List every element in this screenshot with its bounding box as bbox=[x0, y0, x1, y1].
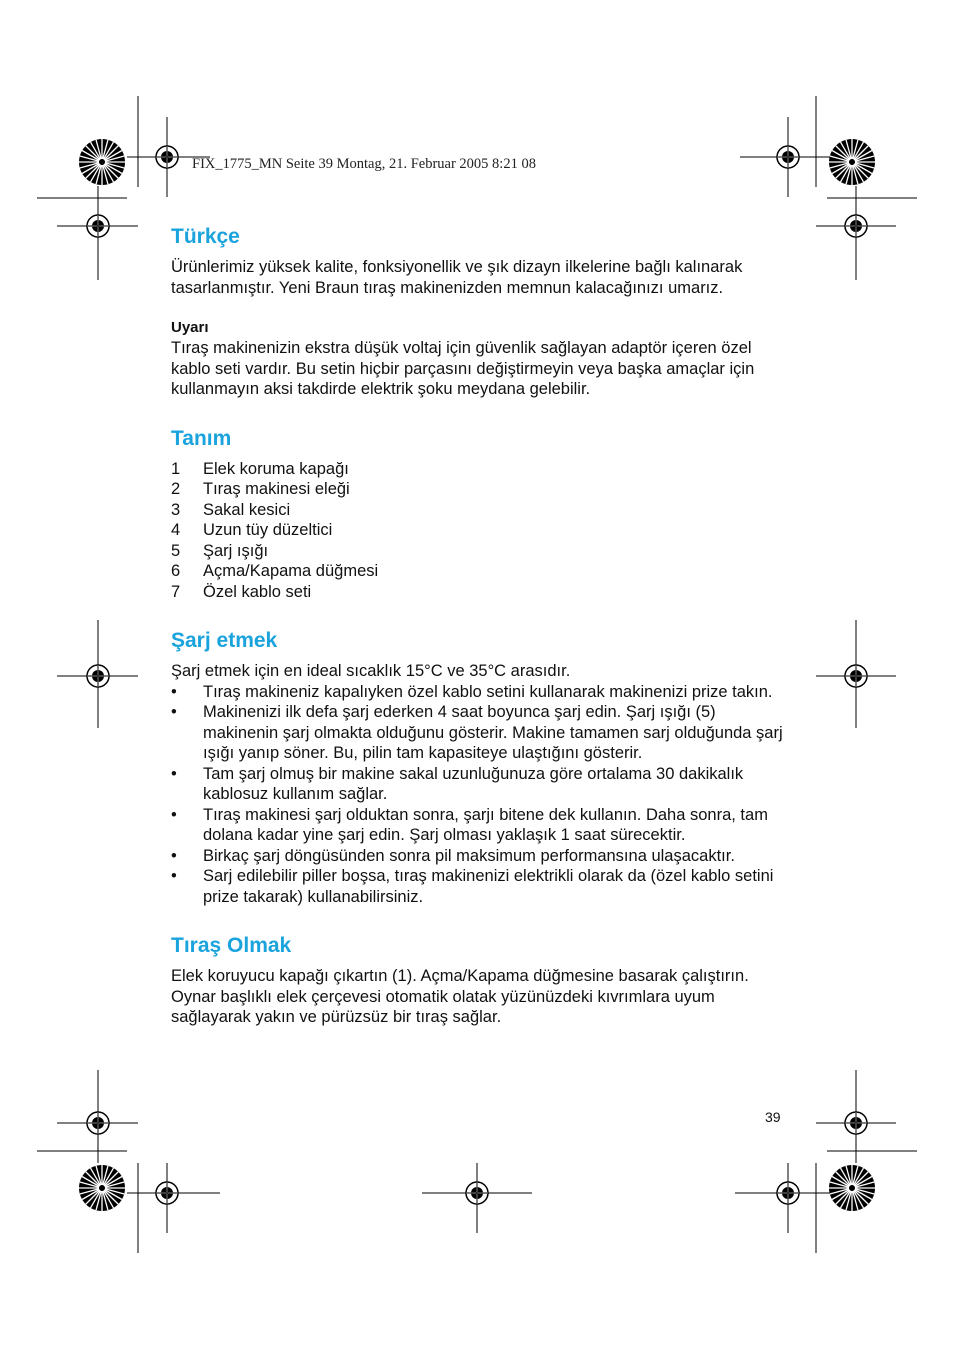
list-item-number: 2 bbox=[171, 480, 181, 498]
starburst-mark-icon bbox=[829, 139, 875, 185]
bullet-icon: • bbox=[171, 805, 177, 824]
list-item-label: Açma/Kapama düğmesi bbox=[203, 562, 379, 580]
list-item-number: 5 bbox=[171, 541, 181, 560]
bullet-icon: • bbox=[171, 703, 177, 721]
bullet-text: Birkaç şarj döngüsünden sonra pil maksimum performansına ulaşacaktır. bbox=[203, 846, 735, 865]
warning-paragraph: Tıraş makinenizin ekstra düşük voltaj için güvenlik sağlayan adaptör içeren özel kablo seti vardır. Bu setin hiçbir parçasını değiştirmeyin veya başka amaçlar için kullanmayın aksi takdirde elektrik şoku meydana gelebilir. bbox=[171, 339, 755, 398]
list-item bbox=[171, 702, 791, 764]
bullet-icon: • bbox=[171, 682, 177, 701]
list-item bbox=[171, 500, 791, 521]
list-item-number: 7 bbox=[171, 582, 181, 601]
list-item bbox=[171, 582, 791, 603]
shaving-paragraph: Elek koruyucu kapağı çıkartın (1). Açma/Kapama düğmesine basarak çalıştırın. Oynar başlıklı elek çerçevesi otomatik olatak yüzünüzdeki kıvrımlara uyum sağlayarak yakın ve pürüzsüz bir tıraş sağlar. bbox=[171, 967, 749, 1026]
bullet-text: Sarj edilebilir piller boşsa, tıraş makinenizi elektrikli olarak da (özel kablo setini prize takarak) kullanabilirsiniz. bbox=[203, 867, 774, 906]
print-slug-line: FIX_1775_MN Seite 39 Montag, 21. Februar 2005 8:21 08 bbox=[192, 156, 536, 172]
bullet-icon: • bbox=[171, 867, 177, 885]
list-item bbox=[171, 764, 791, 805]
list-item-label: Elek koruma kapağı bbox=[203, 459, 349, 478]
list-item-label: Özel kablo seti bbox=[203, 582, 312, 601]
list-item bbox=[171, 541, 791, 562]
list-item bbox=[171, 479, 791, 500]
starburst-mark-icon bbox=[79, 139, 125, 185]
list-item-label: Uzun tüy düzeltici bbox=[203, 521, 333, 539]
list-item-number: 6 bbox=[171, 562, 181, 580]
bullet-text: Tam şarj olmuş bir makine sakal uzunluğunuza göre ortalama 30 dakikalık kablosuz kullanım sağlar. bbox=[203, 764, 744, 803]
bullet-text: Makinenizi ilk defa şarj ederken 4 saat boyunca şarj edin. Şarj ışığı (5) makinenin şarj olmakta olduğunu gösterir. Makine tamamen sarj olduğunda şarj ışığı yanıp söner. Bu, pilin tam kapasiteye ulaştığını gösterir. bbox=[203, 703, 783, 762]
bullet-text: Tıraş makinesi şarj olduktan sonra, şarjı bitene dek kullanın. Daha sonra, tam dolana kadar yine şarj edin. Şarj olması yaklaşık 1 saat sürecektir. bbox=[203, 805, 768, 844]
warning-heading: Uyarı bbox=[171, 319, 209, 336]
bullet-icon: • bbox=[171, 846, 177, 865]
list-item bbox=[171, 459, 791, 480]
list-item bbox=[171, 805, 791, 846]
parts-list bbox=[171, 459, 791, 603]
section-title-sarj: Şarj etmek bbox=[171, 629, 278, 652]
charging-intro: Şarj etmek için en ideal sıcaklık 15°C ve 35°C arasıdır. bbox=[171, 662, 571, 680]
intro-paragraph: Ürünlerimiz yüksek kalite, fonksiyonellik ve şık dizayn ilkelerine bağlı kalınarak tasarlanmıştır. Yeni Braun tıraş makinenizden memnun kalacağınızı umarız. bbox=[171, 258, 743, 297]
bullet-icon: • bbox=[171, 764, 177, 783]
page-content bbox=[171, 224, 791, 1028]
list-item-label: Sakal kesici bbox=[203, 500, 291, 519]
section-title-tanim: Tanım bbox=[171, 426, 232, 450]
list-item-label: Şarj ışığı bbox=[203, 541, 269, 560]
list-item-number: 4 bbox=[171, 521, 181, 539]
starburst-mark-icon bbox=[79, 1165, 125, 1211]
list-item bbox=[171, 682, 791, 703]
starburst-mark-icon bbox=[829, 1165, 875, 1211]
bullet-text: Tıraş makineniz kapalıyken özel kablo setini kullanarak makinenizi prize takın. bbox=[203, 682, 773, 701]
list-item bbox=[171, 866, 791, 907]
page-number: 39 bbox=[765, 1109, 781, 1125]
section-title-turkce: Türkçe bbox=[171, 225, 240, 248]
charging-bullet-list bbox=[171, 682, 791, 908]
list-item bbox=[171, 846, 791, 867]
list-item-number: 3 bbox=[171, 500, 181, 519]
list-item bbox=[171, 561, 791, 582]
list-item-number: 1 bbox=[171, 459, 181, 478]
list-item bbox=[171, 520, 791, 541]
list-item-label: Tıraş makinesi eleği bbox=[203, 480, 350, 498]
section-title-tiras: Tıraş Olmak bbox=[171, 934, 292, 957]
